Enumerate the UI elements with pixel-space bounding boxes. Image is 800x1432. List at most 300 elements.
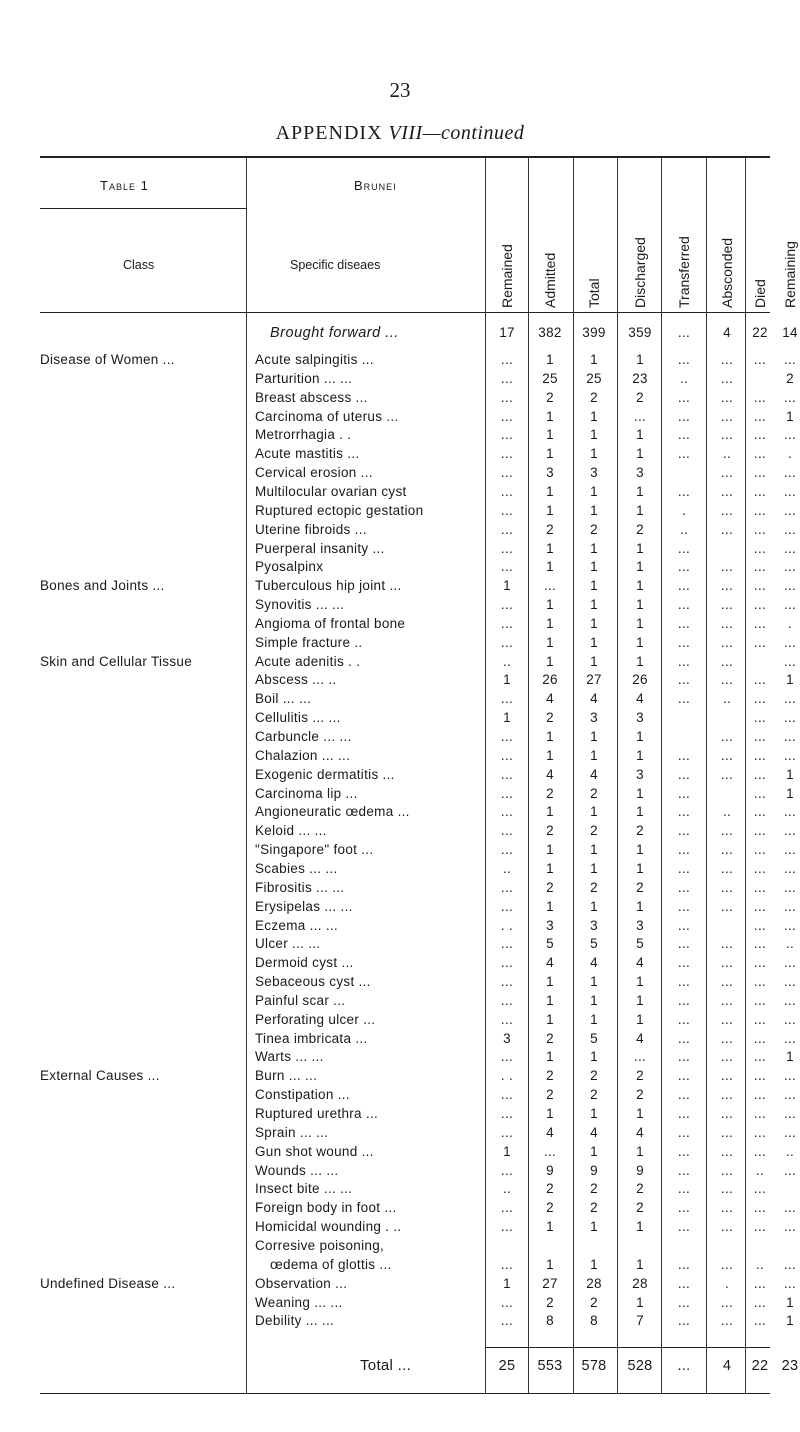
cell-value: 2 <box>546 521 554 537</box>
cell-value: ... <box>677 408 691 424</box>
cell-value: 1 <box>546 842 554 858</box>
disease-label: Carbuncle ... ... <box>255 729 352 744</box>
cell-value: 5 <box>636 936 644 952</box>
cell-value: ... <box>677 597 691 613</box>
cell-value: 1 <box>546 992 554 1008</box>
cell-value: ... <box>720 1313 734 1329</box>
cell-value: 1 <box>636 352 644 367</box>
cell-value: ... <box>783 710 797 726</box>
disease-label: Eczema ... ... <box>255 917 338 933</box>
cell-value: 1 <box>546 615 554 631</box>
cell-value: ... <box>677 879 691 895</box>
cell-value: ... <box>720 352 734 367</box>
disease-label: Sprain ... ... <box>255 1124 329 1140</box>
cell-value: 2 <box>590 1068 598 1084</box>
cell-value: ... <box>677 1313 691 1329</box>
cell-value: 4 <box>546 955 554 971</box>
cell-value: .. <box>722 691 732 707</box>
cell-value: ... <box>500 1106 514 1121</box>
cell-value: 1 <box>636 578 644 594</box>
cell-value: ... <box>753 559 767 575</box>
disease-label: Keloid ... ... <box>255 823 327 839</box>
cell-value: ... <box>720 1181 734 1197</box>
cell-value: ... <box>783 804 797 820</box>
cell-value: 2 <box>590 823 598 839</box>
disease-label: Tuberculous hip joint ... <box>255 578 402 594</box>
cell-value: ... <box>677 974 691 990</box>
cell-value: 1 <box>546 1219 554 1235</box>
cell-value: 1 <box>590 1219 598 1235</box>
disease-label: Tinea imbricata ... <box>255 1030 368 1046</box>
cell-value: ... <box>720 1143 734 1159</box>
cell-value: 1 <box>636 446 644 462</box>
cell-value: 2 <box>546 879 554 895</box>
cell-value: ... <box>753 804 767 820</box>
cell-value: ... <box>500 502 514 518</box>
disease-label: Gun shot wound ... <box>255 1143 374 1159</box>
cell-value: 1 <box>546 1256 554 1272</box>
cell-value: ... <box>783 1256 797 1272</box>
cell-value: ... <box>720 370 734 386</box>
cell-value: 26 <box>542 672 558 688</box>
cell-value: ... <box>783 1011 797 1027</box>
cell-value: ... <box>753 879 767 895</box>
class-header: Class <box>123 258 155 272</box>
cell-value: 5 <box>590 936 598 952</box>
cell-value: ... <box>500 1011 514 1027</box>
cell-value: 1 <box>546 559 554 575</box>
disease-label: Angioneuratic œdema ... <box>255 804 410 820</box>
disease-label: Erysipelas ... ... <box>255 898 353 914</box>
disease-label: Breast abscess ... <box>255 389 368 405</box>
cell-value: ... <box>677 540 691 556</box>
cell-value: 1 <box>590 747 598 763</box>
disease-header: Specific diseaes <box>290 258 381 272</box>
cell-value: 2 <box>590 1294 598 1310</box>
cell-value: ... <box>720 766 734 782</box>
cell-value: ... <box>677 917 691 933</box>
cell-value: ... <box>677 691 691 707</box>
cell-value: ... <box>677 842 691 858</box>
cell-value: 1 <box>590 804 598 820</box>
cell-value: ... <box>783 729 797 744</box>
disease-label: Scabies ... ... <box>255 860 338 876</box>
cell-value: 1 <box>546 597 554 613</box>
cell-value: ... <box>783 879 797 895</box>
table-label: Table 1 <box>100 178 149 193</box>
cell-value: 1 <box>590 842 598 858</box>
cell-value: 4 <box>546 691 554 707</box>
cell-value: . <box>787 446 793 462</box>
cell-value: ... <box>720 1124 734 1140</box>
column-header: Admitted <box>542 252 558 308</box>
cell-value: ... <box>783 502 797 518</box>
disease-label: Carcinoma lip ... <box>255 785 358 801</box>
cell-value: ... <box>500 408 514 424</box>
cell-value: 14 <box>782 325 798 340</box>
cell-value: ... <box>500 747 514 763</box>
cell-value: ... <box>677 992 691 1008</box>
cell-value: ... <box>720 729 734 744</box>
cell-value: ... <box>500 729 514 744</box>
cell-value: 2 <box>636 823 644 839</box>
cell-value: 2 <box>786 370 794 386</box>
cell-value: 1 <box>636 1256 644 1272</box>
cell-value: 1 <box>546 653 554 669</box>
cell-value: 1 <box>636 597 644 613</box>
cell-value: 8 <box>590 1313 598 1329</box>
cell-value: ... <box>500 898 514 914</box>
cell-value: ... <box>753 672 767 688</box>
cell-value: 1 <box>636 1143 644 1159</box>
column-header: Remaining <box>782 241 798 308</box>
cell-value: . <box>787 615 793 631</box>
cell-value: ... <box>753 578 767 594</box>
cell-value: 3 <box>590 917 598 933</box>
cell-value: 528 <box>627 1358 653 1374</box>
disease-label: Acute salpingitis ... <box>255 352 374 367</box>
cell-value: ... <box>753 1200 767 1216</box>
cell-value: 1 <box>636 1219 644 1235</box>
cell-value: 2 <box>636 521 644 537</box>
cell-value: ... <box>677 1256 691 1272</box>
cell-value: . <box>681 502 687 518</box>
cell-value: 5 <box>590 1030 598 1046</box>
cell-value: ... <box>753 427 767 443</box>
cell-value: 2 <box>546 1294 554 1310</box>
cell-value: ... <box>783 389 797 405</box>
cell-value: 27 <box>586 672 602 688</box>
cell-value: 3 <box>636 766 644 782</box>
cell-value: ... <box>500 615 514 631</box>
cell-value: 4 <box>546 766 554 782</box>
cell-value: ... <box>783 917 797 933</box>
cell-value: ... <box>753 842 767 858</box>
cell-value: 1 <box>503 578 511 594</box>
disease-label: Corresive poisoning, <box>255 1237 385 1253</box>
cell-value: ... <box>677 898 691 914</box>
cell-value: ... <box>500 691 514 707</box>
total-top-rule <box>485 1347 770 1348</box>
cell-value: 1 <box>786 672 794 688</box>
bottom-rule <box>40 1393 770 1394</box>
disease-label: œdema of glottis ... <box>270 1256 392 1272</box>
cell-value: ... <box>500 992 514 1008</box>
cell-value: 1 <box>590 446 598 462</box>
page-title <box>0 122 800 145</box>
cell-value: ... <box>783 1162 797 1178</box>
cell-value: ... <box>500 559 514 575</box>
cell-value: ... <box>677 936 691 952</box>
cell-value: ... <box>753 521 767 537</box>
cell-value: 1 <box>786 1294 794 1310</box>
cell-value: ... <box>753 747 767 763</box>
cell-value: ... <box>720 465 734 481</box>
cell-value: ... <box>500 352 514 367</box>
cell-value: ... <box>677 427 691 443</box>
cell-value: ... <box>677 1124 691 1140</box>
disease-label: Carcinoma of uterus ... <box>255 408 399 424</box>
cell-value: ... <box>753 389 767 405</box>
disease-label: Acute adenitis . . <box>255 653 361 669</box>
cell-value: 1 <box>546 634 554 650</box>
cell-value: 25 <box>542 370 558 386</box>
class-label: Bones and Joints ... <box>40 578 165 594</box>
cell-value: 1 <box>590 615 598 631</box>
cell-value: ... <box>783 427 797 443</box>
cell-value: ... <box>720 823 734 839</box>
cell-value: ... <box>677 1275 691 1291</box>
cell-value: 1 <box>546 408 554 424</box>
cell-value: ... <box>677 672 691 688</box>
cell-value: ... <box>753 1124 767 1140</box>
title-roman: VIII <box>388 122 423 144</box>
disease-label: Sebaceous cyst ... <box>255 974 371 990</box>
cell-value: 1 <box>546 898 554 914</box>
cell-value: ... <box>677 653 691 669</box>
cell-value: ... <box>500 766 514 782</box>
disease-label: Homicidal wounding . .. <box>255 1219 402 1235</box>
cell-value: ... <box>500 1313 514 1329</box>
disease-label: Angioma of frontal bone <box>255 615 406 631</box>
disease-label: Exogenic dermatitis ... <box>255 766 395 782</box>
total-row <box>0 1355 800 1377</box>
column-header: Absconded <box>719 237 735 308</box>
cell-value: 3 <box>546 917 554 933</box>
cell-value: 1 <box>786 785 794 801</box>
cell-value: ... <box>783 974 797 990</box>
cell-value: ... <box>783 992 797 1008</box>
cell-value: ... <box>753 1011 767 1027</box>
cell-value: ... <box>720 559 734 575</box>
cell-value: ... <box>753 1275 767 1291</box>
cell-value: 2 <box>636 1068 644 1084</box>
cell-value: ... <box>753 710 767 726</box>
cell-value: ... <box>753 502 767 518</box>
cell-value: ... <box>783 483 797 499</box>
cell-value: ... <box>677 1106 691 1121</box>
cell-value: 1 <box>546 540 554 556</box>
cell-value: 1 <box>546 427 554 443</box>
cell-value: 1 <box>590 1106 598 1121</box>
cell-value: ... <box>677 352 691 367</box>
cell-value: 1 <box>636 1294 644 1310</box>
disease-label: Perforating ulcer ... <box>255 1011 376 1027</box>
cell-value: ... <box>753 860 767 876</box>
cell-value: 1 <box>590 597 598 613</box>
cell-value: ... <box>720 615 734 631</box>
cell-value: 1 <box>590 653 598 669</box>
cell-value: 1 <box>590 1143 598 1159</box>
disease-label: Ruptured ectopic gestation <box>255 502 424 518</box>
column-header: Remained <box>499 244 515 308</box>
cell-value: 1 <box>546 1011 554 1027</box>
cell-value: ... <box>720 578 734 594</box>
cell-value: 3 <box>590 465 598 481</box>
cell-value: 1 <box>590 729 598 744</box>
disease-label: Fibrositis ... ... <box>255 879 345 895</box>
cell-value: 2 <box>636 1087 644 1103</box>
class-label: Skin and Cellular Tissue <box>40 653 193 669</box>
cell-value: 1 <box>590 634 598 650</box>
cell-value: ... <box>677 955 691 971</box>
cell-value: .. <box>679 521 689 537</box>
cell-value: 1 <box>636 540 644 556</box>
cell-value: 28 <box>632 1275 648 1291</box>
cell-value: ... <box>677 804 691 820</box>
cell-value: ... <box>500 446 514 462</box>
cell-value: ... <box>753 446 767 462</box>
cell-value: ... <box>783 691 797 707</box>
cell-value: ... <box>677 325 691 340</box>
cell-value: ... <box>753 917 767 933</box>
cell-value: 4 <box>723 325 731 340</box>
title-main: APPENDIX <box>275 122 383 144</box>
class-label: Disease of Women ... <box>40 352 175 367</box>
disease-label: Constipation ... <box>255 1087 350 1103</box>
cell-value: ... <box>753 352 767 367</box>
cell-value: ... <box>500 936 514 952</box>
cell-value: 2 <box>590 1181 598 1197</box>
cell-value: ... <box>720 860 734 876</box>
cell-value: 1 <box>590 559 598 575</box>
cell-value: ... <box>783 1087 797 1103</box>
cell-value: ... <box>500 1294 514 1310</box>
cell-value: .. <box>755 1162 765 1178</box>
brought-forward-label: Brought forward ... <box>270 325 399 341</box>
cell-value: 2 <box>546 1181 554 1197</box>
cell-value: 1 <box>503 1275 511 1291</box>
cell-value: . . <box>500 917 514 933</box>
cell-value: ... <box>720 955 734 971</box>
cell-value: 382 <box>538 325 562 340</box>
cell-value: 1 <box>636 502 644 518</box>
cell-value: 1 <box>636 842 644 858</box>
cell-value: ... <box>677 1087 691 1103</box>
table-row <box>0 1310 800 1332</box>
disease-label: Wounds ... ... <box>255 1162 339 1178</box>
cell-value: 1 <box>546 352 554 367</box>
cell-value: 1 <box>786 766 794 782</box>
disease-label: Observation ... <box>255 1275 348 1291</box>
cell-value: 9 <box>636 1162 644 1178</box>
cell-value: 1 <box>546 1049 554 1065</box>
cell-value: ... <box>783 521 797 537</box>
cell-value: 4 <box>636 691 644 707</box>
disease-label: "Singapore" foot ... <box>255 842 374 858</box>
cell-value: .. <box>502 1181 512 1197</box>
cell-value: ... <box>677 1143 691 1159</box>
cell-value: ... <box>720 1219 734 1235</box>
cell-value: ... <box>720 992 734 1008</box>
cell-value: ... <box>677 559 691 575</box>
cell-value: ... <box>783 1124 797 1140</box>
cell-value: 4 <box>590 766 598 782</box>
place-label: Brunei <box>354 178 397 193</box>
cell-value: 4 <box>590 691 598 707</box>
cell-value: . <box>724 1275 730 1291</box>
cell-value: ... <box>677 615 691 631</box>
cell-value: ... <box>753 483 767 499</box>
cell-value: 2 <box>590 785 598 801</box>
cell-value: ... <box>720 1068 734 1084</box>
cell-value: 1 <box>636 992 644 1008</box>
cell-value: ... <box>783 1219 797 1235</box>
cell-value: 1 <box>590 992 598 1008</box>
cell-value: ... <box>677 578 691 594</box>
cell-value: 2 <box>590 1200 598 1216</box>
cell-value: 1 <box>636 747 644 763</box>
cell-value: 553 <box>537 1358 563 1374</box>
cell-value: 3 <box>503 1030 511 1046</box>
cell-value: 2 <box>546 710 554 726</box>
cell-value: ... <box>500 465 514 481</box>
cell-value: ... <box>543 1143 557 1159</box>
disease-label: Ruptured urethra ... <box>255 1106 379 1121</box>
total-label: Total ... <box>360 1357 412 1374</box>
cell-value: 1 <box>590 408 598 424</box>
cell-value: 1 <box>786 1313 794 1329</box>
cell-value: 1 <box>546 804 554 820</box>
cell-value: 1 <box>636 1011 644 1027</box>
cell-value: 9 <box>590 1162 598 1178</box>
cell-value: ... <box>783 540 797 556</box>
cell-value: ... <box>720 842 734 858</box>
cell-value: ... <box>720 521 734 537</box>
cell-value: ... <box>783 352 797 367</box>
column-header: Transferred <box>676 236 692 308</box>
cell-value: 3 <box>636 465 644 481</box>
cell-value: 4 <box>590 955 598 971</box>
cell-value: 1 <box>546 483 554 499</box>
cell-value: ... <box>753 955 767 971</box>
cell-value: ... <box>753 1087 767 1103</box>
disease-label: Burn ... ... <box>255 1068 318 1084</box>
cell-value: ... <box>677 1358 691 1374</box>
cell-value: ... <box>500 1162 514 1178</box>
cell-value: ... <box>783 860 797 876</box>
cell-value: 27 <box>542 1275 558 1291</box>
cell-value: ... <box>500 1219 514 1235</box>
cell-value: ... <box>783 823 797 839</box>
cell-value: ... <box>783 842 797 858</box>
cell-value: 1 <box>546 1106 554 1121</box>
cell-value: 359 <box>628 325 652 340</box>
cell-value: ... <box>500 1200 514 1216</box>
cell-value: ... <box>753 465 767 481</box>
cell-value: ... <box>500 1256 514 1272</box>
disease-label: Parturition ... ... <box>255 370 353 386</box>
cell-value: 2 <box>546 1200 554 1216</box>
disease-label: Debility ... ... <box>255 1313 335 1329</box>
cell-value: 2 <box>590 1087 598 1103</box>
cell-value: 1 <box>636 804 644 820</box>
cell-value: ... <box>500 974 514 990</box>
cell-value: 1 <box>636 785 644 801</box>
cell-value: ... <box>500 521 514 537</box>
cell-value: 4 <box>546 1124 554 1140</box>
cell-value: 399 <box>582 325 606 340</box>
cell-value: 1 <box>636 653 644 669</box>
cell-value: ... <box>753 1181 767 1197</box>
cell-value: ... <box>720 634 734 650</box>
cell-value: ... <box>720 653 734 669</box>
cell-value: ... <box>677 634 691 650</box>
cell-value: ... <box>720 879 734 895</box>
cell-value: ... <box>753 634 767 650</box>
disease-label: Boil ... ... <box>255 691 312 707</box>
cell-value: 17 <box>499 325 515 340</box>
